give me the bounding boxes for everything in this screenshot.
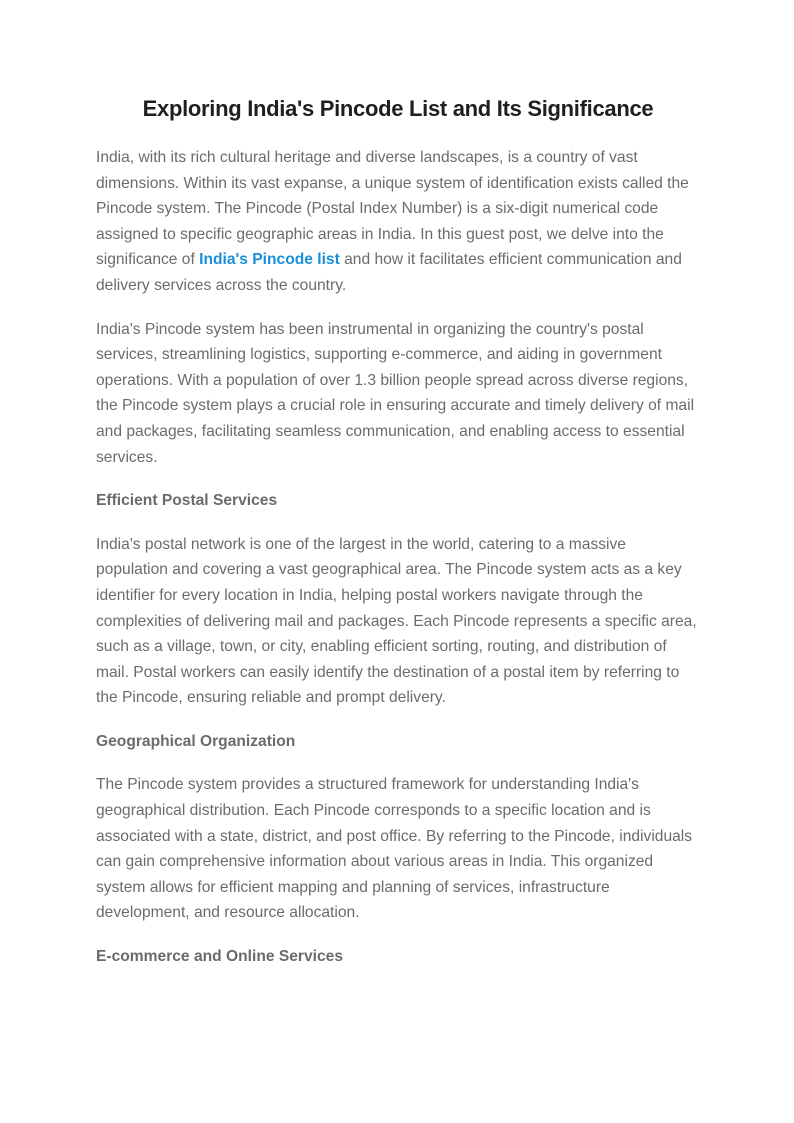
- intro-paragraph: [96, 145, 700, 299]
- pincode-list-link[interactable]: India's Pincode list: [199, 251, 340, 269]
- pincode-system-paragraph: India's Pincode system has been instrumental in organizing the country's postal services, streamlining logistics, supporting e-commerce, and aiding in government operations. With a population of over 1.3 billion people spread across diverse regions, the Pincode system plays a crucial role in ensuring accurate and timely delivery of mail and packages, facilitating seamless communication, and enabling access to essential services.: [96, 320, 695, 466]
- section-heading-geographical-organization: Geographical Organization: [96, 732, 296, 750]
- intro-text-after-link: and how it facilitates efficient communication and delivery services across the country.: [96, 251, 682, 294]
- section-heading-postal-services: Efficient Postal Services: [96, 492, 278, 510]
- section-body-postal-services: India's postal network is one of the largest in the world, catering to a massive population and covering a vast geographical area. The Pincode system acts as a key identifier for every location in India, helping postal workers navigate through the complexities of delivering mail and packages. Each Pincode represents a specific area, such as a village, town, or city, enabling efficient sorting, routing, and distribution of mail. Postal workers can easily identify the destination of a postal item by referring to the Pincode, ensuring reliable and prompt delivery.: [96, 535, 697, 707]
- document-page: [96, 95, 700, 988]
- intro-text-before-link: India, with its rich cultural heritage and diverse landscapes, is a country of vast dimensions. Within its vast expanse, a unique system of identification exists called the Pincode system. The Pincode (Postal Index Number) is a six-digit numerical code assigned to specific geographic areas in India. In this guest post, we delve into the significance of: [96, 149, 689, 269]
- section-body-geographical-organization: The Pincode system provides a structured framework for understanding India's geographical distribution. Each Pincode corresponds to a specific location and is associated with a state, district, and post office. By referring to the Pincode, individuals can gain comprehensive information about various areas in India. This organized system allows for efficient mapping and planning of services, infrastructure development, and resource allocation.: [96, 776, 693, 922]
- section-heading-ecommerce: E-commerce and Online Services: [96, 948, 344, 966]
- page-title: Exploring India's Pincode List and Its Significance: [142, 96, 654, 121]
